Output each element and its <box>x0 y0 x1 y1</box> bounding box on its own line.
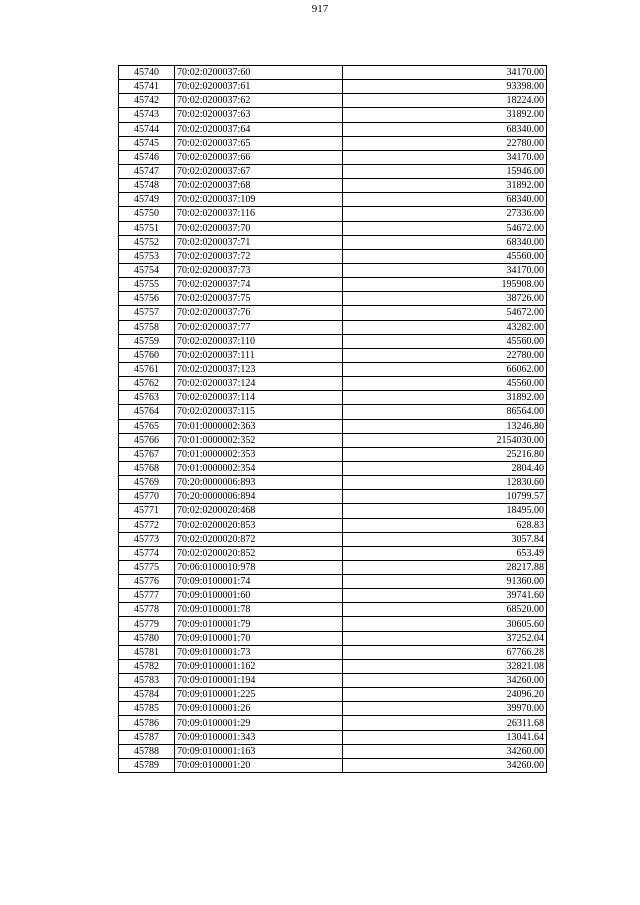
table-row <box>119 730 547 744</box>
cadastral-number-cell: 70:02:0200037:73 <box>175 263 343 277</box>
page-number: 917 <box>311 3 329 15</box>
table-row <box>119 150 547 164</box>
row-number-cell: 45788 <box>119 744 175 758</box>
row-number-cell: 45746 <box>119 150 175 164</box>
table-row <box>119 744 547 758</box>
value-cell: 15946.00 <box>343 164 547 178</box>
table-body <box>119 66 547 773</box>
value-cell: 22780.00 <box>343 136 547 150</box>
row-number-cell: 45741 <box>119 80 175 94</box>
value-cell: 34260.00 <box>343 758 547 772</box>
table-row <box>119 674 547 688</box>
cadastral-number-cell: 70:09:0100001:26 <box>175 702 343 716</box>
value-cell: 93398.00 <box>343 80 547 94</box>
table-row <box>119 702 547 716</box>
value-cell: 2154030.00 <box>343 433 547 447</box>
value-cell: 34260.00 <box>343 674 547 688</box>
value-cell: 34170.00 <box>343 263 547 277</box>
row-number-cell: 45752 <box>119 235 175 249</box>
cadastral-number-cell: 70:09:0100001:74 <box>175 575 343 589</box>
value-cell: 45560.00 <box>343 377 547 391</box>
row-number-cell: 45763 <box>119 391 175 405</box>
value-cell: 10799.57 <box>343 490 547 504</box>
cadastral-number-cell: 70:02:0200037:71 <box>175 235 343 249</box>
table-row <box>119 688 547 702</box>
value-cell: 34170.00 <box>343 66 547 80</box>
cadastral-number-cell: 70:02:0200037:76 <box>175 306 343 320</box>
cadastral-number-cell: 70:09:0100001:60 <box>175 589 343 603</box>
value-cell: 67766.28 <box>343 645 547 659</box>
table-row <box>119 617 547 631</box>
value-cell: 28217.88 <box>343 560 547 574</box>
cadastral-number-cell: 70:01:0000002:363 <box>175 419 343 433</box>
row-number-cell: 45760 <box>119 348 175 362</box>
value-cell: 31892.00 <box>343 179 547 193</box>
value-cell: 37252.04 <box>343 631 547 645</box>
cadastral-value-table <box>118 65 547 773</box>
cadastral-number-cell: 70:02:0200020:852 <box>175 546 343 560</box>
row-number-cell: 45779 <box>119 617 175 631</box>
cadastral-number-cell: 70:02:0200020:853 <box>175 518 343 532</box>
value-cell: 68340.00 <box>343 122 547 136</box>
cadastral-number-cell: 70:09:0100001:225 <box>175 688 343 702</box>
row-number-cell: 45769 <box>119 476 175 490</box>
table-row <box>119 546 547 560</box>
row-number-cell: 45764 <box>119 405 175 419</box>
row-number-cell: 45781 <box>119 645 175 659</box>
cadastral-number-cell: 70:02:0200037:123 <box>175 362 343 376</box>
cadastral-number-cell: 70:20:0000006:893 <box>175 476 343 490</box>
value-cell: 628.83 <box>343 518 547 532</box>
row-number-cell: 45777 <box>119 589 175 603</box>
row-number-cell: 45747 <box>119 164 175 178</box>
cadastral-number-cell: 70:02:0200020:468 <box>175 504 343 518</box>
row-number-cell: 45740 <box>119 66 175 80</box>
table-row <box>119 348 547 362</box>
row-number-cell: 45775 <box>119 560 175 574</box>
table-row <box>119 278 547 292</box>
table-row <box>119 164 547 178</box>
value-cell: 68520.00 <box>343 603 547 617</box>
cadastral-number-cell: 70:09:0100001:29 <box>175 716 343 730</box>
row-number-cell: 45773 <box>119 532 175 546</box>
row-number-cell: 45776 <box>119 575 175 589</box>
value-cell: 54672.00 <box>343 306 547 320</box>
table-row <box>119 94 547 108</box>
row-number-cell: 45756 <box>119 292 175 306</box>
value-cell: 3057.84 <box>343 532 547 546</box>
value-cell: 18495.00 <box>343 504 547 518</box>
row-number-cell: 45762 <box>119 377 175 391</box>
table-row <box>119 391 547 405</box>
value-cell: 32821.08 <box>343 659 547 673</box>
table-row <box>119 221 547 235</box>
value-cell: 39741.60 <box>343 589 547 603</box>
cadastral-number-cell: 70:02:0200037:61 <box>175 80 343 94</box>
table-row <box>119 334 547 348</box>
table-row <box>119 207 547 221</box>
cadastral-number-cell: 70:02:0200037:68 <box>175 179 343 193</box>
row-number-cell: 45759 <box>119 334 175 348</box>
value-cell: 2804.40 <box>343 461 547 475</box>
row-number-cell: 45750 <box>119 207 175 221</box>
row-number-cell: 45748 <box>119 179 175 193</box>
row-number-cell: 45771 <box>119 504 175 518</box>
row-number-cell: 45758 <box>119 320 175 334</box>
cadastral-number-cell: 70:02:0200037:72 <box>175 249 343 263</box>
table-row <box>119 193 547 207</box>
table-row <box>119 249 547 263</box>
cadastral-number-cell: 70:02:0200037:65 <box>175 136 343 150</box>
row-number-cell: 45745 <box>119 136 175 150</box>
row-number-cell: 45743 <box>119 108 175 122</box>
row-number-cell: 45784 <box>119 688 175 702</box>
table-row <box>119 518 547 532</box>
cadastral-number-cell: 70:02:0200037:62 <box>175 94 343 108</box>
table-row <box>119 362 547 376</box>
table-row <box>119 631 547 645</box>
table-row <box>119 122 547 136</box>
row-number-cell: 45749 <box>119 193 175 207</box>
value-cell: 34170.00 <box>343 150 547 164</box>
value-cell: 31892.00 <box>343 391 547 405</box>
value-cell: 39970.00 <box>343 702 547 716</box>
row-number-cell: 45755 <box>119 278 175 292</box>
value-cell: 26311.68 <box>343 716 547 730</box>
row-number-cell: 45761 <box>119 362 175 376</box>
table-row <box>119 603 547 617</box>
table-row <box>119 320 547 334</box>
row-number-cell: 45767 <box>119 447 175 461</box>
cadastral-number-cell: 70:02:0200037:115 <box>175 405 343 419</box>
table-row <box>119 532 547 546</box>
cadastral-number-cell: 70:02:0200037:77 <box>175 320 343 334</box>
cadastral-number-cell: 70:09:0100001:343 <box>175 730 343 744</box>
value-cell: 45560.00 <box>343 249 547 263</box>
row-number-cell: 45753 <box>119 249 175 263</box>
cadastral-number-cell: 70:09:0100001:79 <box>175 617 343 631</box>
value-cell: 45560.00 <box>343 334 547 348</box>
value-cell: 43282.00 <box>343 320 547 334</box>
value-cell: 24096.20 <box>343 688 547 702</box>
cadastral-number-cell: 70:02:0200037:64 <box>175 122 343 136</box>
row-number-cell: 45789 <box>119 758 175 772</box>
value-cell: 86564.00 <box>343 405 547 419</box>
row-number-cell: 45744 <box>119 122 175 136</box>
cadastral-number-cell: 70:02:0200037:63 <box>175 108 343 122</box>
table-row <box>119 235 547 249</box>
cadastral-number-cell: 70:02:0200037:60 <box>175 66 343 80</box>
table-row <box>119 490 547 504</box>
value-cell: 13246.80 <box>343 419 547 433</box>
cadastral-number-cell: 70:02:0200037:66 <box>175 150 343 164</box>
value-cell: 22780.00 <box>343 348 547 362</box>
table-row <box>119 306 547 320</box>
table-row <box>119 504 547 518</box>
value-cell: 30605.60 <box>343 617 547 631</box>
cadastral-number-cell: 70:09:0100001:20 <box>175 758 343 772</box>
table-row <box>119 758 547 772</box>
table-row <box>119 716 547 730</box>
row-number-cell: 45754 <box>119 263 175 277</box>
table-row <box>119 560 547 574</box>
value-cell: 12830.60 <box>343 476 547 490</box>
value-cell: 54672.00 <box>343 221 547 235</box>
cadastral-number-cell: 70:02:0200037:114 <box>175 391 343 405</box>
cadastral-number-cell: 70:09:0100001:194 <box>175 674 343 688</box>
row-number-cell: 45766 <box>119 433 175 447</box>
row-number-cell: 45768 <box>119 461 175 475</box>
table-row <box>119 419 547 433</box>
row-number-cell: 45785 <box>119 702 175 716</box>
table-row <box>119 645 547 659</box>
table-row <box>119 405 547 419</box>
value-cell: 195908.00 <box>343 278 547 292</box>
value-cell: 66062.00 <box>343 362 547 376</box>
table-row <box>119 659 547 673</box>
table-row <box>119 108 547 122</box>
table-row <box>119 575 547 589</box>
cadastral-number-cell: 70:01:0000002:352 <box>175 433 343 447</box>
value-cell: 653.49 <box>343 546 547 560</box>
table-row <box>119 179 547 193</box>
value-cell: 68340.00 <box>343 193 547 207</box>
cadastral-number-cell: 70:02:0200037:70 <box>175 221 343 235</box>
cadastral-number-cell: 70:02:0200037:111 <box>175 348 343 362</box>
table-row <box>119 66 547 80</box>
cadastral-number-cell: 70:09:0100001:163 <box>175 744 343 758</box>
cadastral-number-cell: 70:02:0200020:872 <box>175 532 343 546</box>
row-number-cell: 45765 <box>119 419 175 433</box>
row-number-cell: 45742 <box>119 94 175 108</box>
table-row <box>119 292 547 306</box>
value-cell: 31892.00 <box>343 108 547 122</box>
cadastral-number-cell: 70:02:0200037:124 <box>175 377 343 391</box>
cadastral-number-cell: 70:09:0100001:70 <box>175 631 343 645</box>
table-row <box>119 136 547 150</box>
row-number-cell: 45770 <box>119 490 175 504</box>
cadastral-number-cell: 70:02:0200037:67 <box>175 164 343 178</box>
value-cell: 91360.00 <box>343 575 547 589</box>
cadastral-number-cell: 70:02:0200037:110 <box>175 334 343 348</box>
row-number-cell: 45783 <box>119 674 175 688</box>
cadastral-number-cell: 70:20:0000006:894 <box>175 490 343 504</box>
value-cell: 25216.80 <box>343 447 547 461</box>
table-row <box>119 589 547 603</box>
cadastral-number-cell: 70:02:0200037:74 <box>175 278 343 292</box>
table-row <box>119 476 547 490</box>
value-cell: 18224.00 <box>343 94 547 108</box>
cadastral-number-cell: 70:06:0100010:978 <box>175 560 343 574</box>
cadastral-number-cell: 70:02:0200037:109 <box>175 193 343 207</box>
table-row <box>119 263 547 277</box>
value-cell: 68340.00 <box>343 235 547 249</box>
cadastral-number-cell: 70:09:0100001:162 <box>175 659 343 673</box>
row-number-cell: 45782 <box>119 659 175 673</box>
cadastral-number-cell: 70:09:0100001:78 <box>175 603 343 617</box>
table-row <box>119 80 547 94</box>
row-number-cell: 45780 <box>119 631 175 645</box>
row-number-cell: 45787 <box>119 730 175 744</box>
row-number-cell: 45751 <box>119 221 175 235</box>
cadastral-number-cell: 70:02:0200037:75 <box>175 292 343 306</box>
table-row <box>119 461 547 475</box>
value-cell: 13041.64 <box>343 730 547 744</box>
value-cell: 27336.00 <box>343 207 547 221</box>
cadastral-number-cell: 70:01:0000002:353 <box>175 447 343 461</box>
row-number-cell: 45772 <box>119 518 175 532</box>
table-row <box>119 447 547 461</box>
cadastral-number-cell: 70:09:0100001:73 <box>175 645 343 659</box>
cadastral-number-cell: 70:01:0000002:354 <box>175 461 343 475</box>
row-number-cell: 45786 <box>119 716 175 730</box>
table-row <box>119 377 547 391</box>
value-cell: 38726.00 <box>343 292 547 306</box>
row-number-cell: 45757 <box>119 306 175 320</box>
row-number-cell: 45774 <box>119 546 175 560</box>
row-number-cell: 45778 <box>119 603 175 617</box>
table-row <box>119 433 547 447</box>
cadastral-number-cell: 70:02:0200037:116 <box>175 207 343 221</box>
value-cell: 34260.00 <box>343 744 547 758</box>
